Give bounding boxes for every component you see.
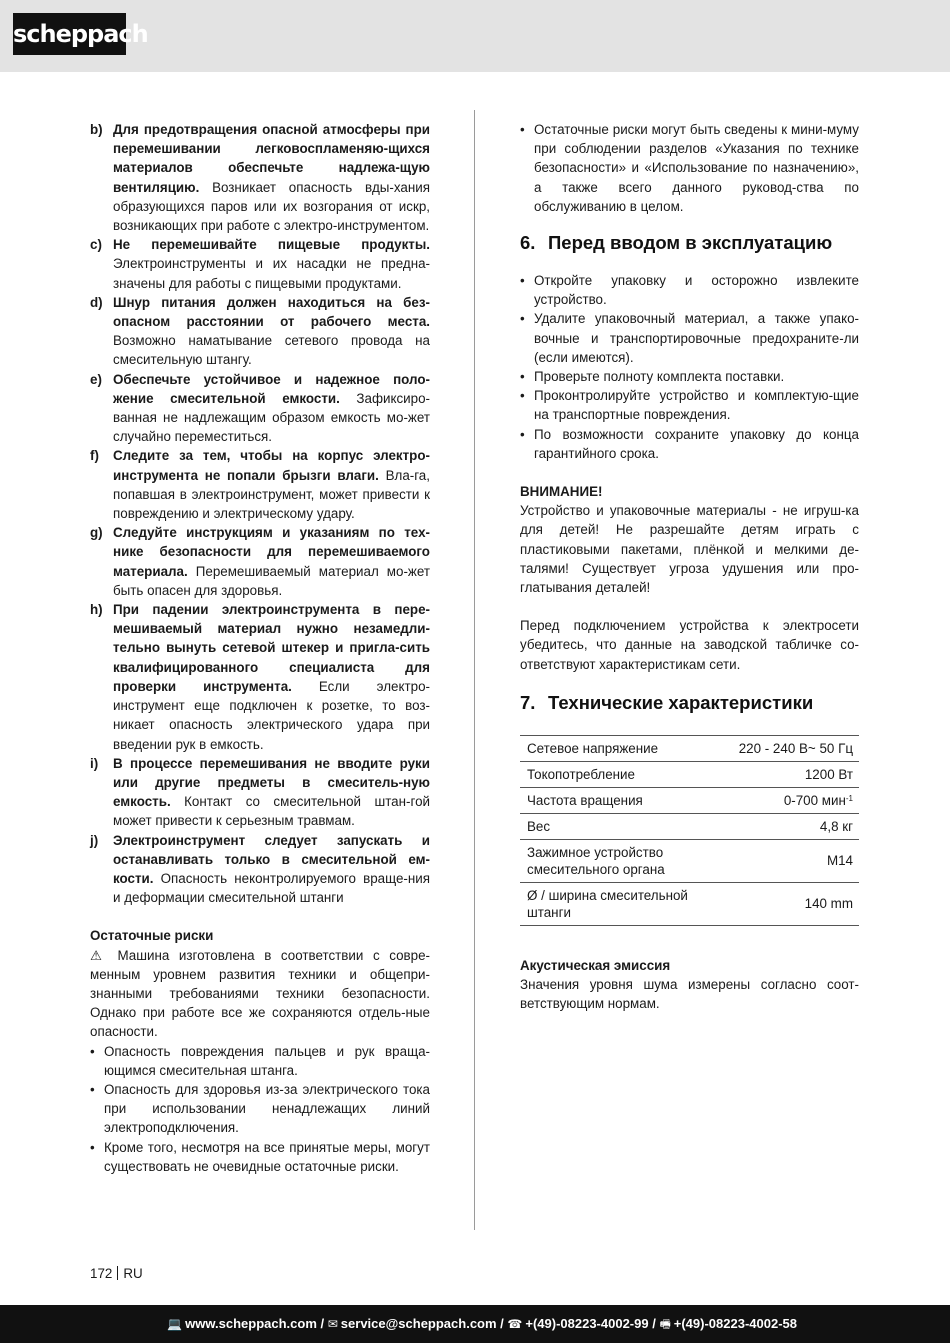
item-bold: Для предотвращения опасной атмосферы при перемешивании легковоспламеняю-щихся материалов обеспечьте надлежа-щую вентиляцию.	[113, 122, 430, 195]
page-number-value: 172	[90, 1266, 113, 1281]
item-text: Зафиксиро-ванная не надлежащим образом емкость мо-жет случайно переместиться.	[113, 390, 430, 445]
table-row	[520, 735, 859, 761]
footer-separator: /	[316, 1316, 328, 1331]
bullet-icon: •	[90, 1139, 95, 1155]
footer-email[interactable]: service@scheppach.com	[340, 1316, 497, 1331]
list-item	[90, 1080, 430, 1138]
right-column	[520, 120, 859, 1013]
item-text: Возможно наматывание сетевого провода на смесительную штангу.	[113, 333, 430, 368]
spec-value	[720, 787, 859, 813]
item-bold: При падении электроинструмента в пере-мешиваемый материал нужно незамедли-тельно вынуть сетевой штекер и пригла-сить квалифицированного специалиста для проверки инструмента.	[113, 602, 430, 694]
item-bold: Шнур питания должен находиться на без-опасном расстоянии от рабочего места.	[113, 294, 430, 330]
spec-value-text: 0-700 мин	[783, 792, 846, 808]
column-divider	[474, 110, 475, 1230]
header-bar	[0, 0, 950, 72]
page-number	[90, 1266, 143, 1281]
bullet-icon: •	[520, 426, 525, 442]
item-marker: e)	[90, 371, 102, 387]
list-item	[520, 425, 859, 463]
connect-text: Перед подключением устройства к электросети убедитесь, что данные на заводской табличке со-ответствуют характеристикам сети.	[520, 618, 859, 672]
spec-label: Токопотребление	[520, 761, 720, 787]
footer-fax: +(49)-08223-4002-58	[673, 1316, 797, 1331]
bullet-icon: •	[520, 369, 525, 385]
email-icon: ✉	[327, 1317, 338, 1331]
spec-label: Сетевое напряжение	[520, 735, 720, 761]
spec-label: Ø / ширина смесительной штанги	[520, 882, 720, 925]
list-item	[90, 293, 430, 370]
spec-value: 1200 Вт	[720, 761, 859, 787]
bullet-text: Проконтролируйте устройство и комплектую-щие на транспортные повреждения.	[534, 388, 859, 423]
fax-icon: 🖷	[659, 1317, 671, 1331]
list-item	[520, 367, 859, 386]
spec-label: Зажимное устройство смесительного органа	[520, 839, 720, 882]
item-bold: Не перемешивайте пищевые продукты.	[113, 237, 430, 253]
bullet-text: Остаточные риски могут быть сведены к мини-муму при соблюдении разделов «Указания по технике безопасности» и «Использование по назначению», а также всего данного руковод-ства по обслуживанию в целом.	[534, 122, 859, 214]
left-column	[90, 120, 430, 1176]
item-text: Перемешиваемый материал мо-жет быть опасен для здоровья.	[113, 563, 430, 598]
table-row	[520, 787, 859, 813]
spec-value: 220 - 240 В~ 50 Гц	[720, 735, 859, 761]
footer-separator: /	[648, 1316, 660, 1331]
warning-icon: ⚠	[90, 947, 108, 963]
item-marker: f)	[90, 448, 99, 464]
list-item	[90, 600, 430, 754]
page-separator	[117, 1266, 118, 1280]
table-row	[520, 839, 859, 882]
page-language: RU	[123, 1266, 143, 1281]
list-item	[90, 120, 430, 235]
footer-website[interactable]: www.scheppach.com	[185, 1316, 317, 1331]
item-text: Если электро-инструмент еще подключен к розетке, то воз-никает опасность электрического удара при введении рук в емкость.	[113, 678, 430, 752]
item-text: Опасность неконтролируемого враще-ния и деформации смесительной штанги	[113, 870, 430, 906]
table-row	[520, 882, 859, 925]
attention-text: Устройство и упаковочные материалы - не игруш-ка для детей! Не разрешайте детям играть с пластиковыми пакетами, плёнкой и мелкими де-талями! Существует угроза удушения или про-глатывания деталей!	[520, 503, 859, 596]
list-item	[520, 271, 859, 309]
bullet-text: Кроме того, несмотря на все принятые меры, могут существовать не очевидные остаточные риски.	[104, 1139, 430, 1174]
item-bold: Электроинструмент следует запускать и останавливать только в смесительной ем-кости.	[113, 832, 430, 886]
item-marker: i)	[90, 755, 99, 771]
item-text: Возникает опасность вды-хания образующихся паров или их возгорания от искр, возникающих при работе с электро-инструментом.	[113, 179, 430, 234]
attention-heading: ВНИМАНИЕ!	[520, 484, 603, 500]
footer-bar	[0, 1305, 950, 1343]
list-item	[520, 309, 859, 367]
bullet-text: Опасность повреждения пальцев и рук враща-ющимся смесительная штанга.	[104, 1043, 430, 1078]
bullet-icon: •	[520, 273, 525, 289]
item-marker: d)	[90, 294, 103, 310]
residual-risks-heading: Остаточные риски	[90, 928, 214, 944]
item-text: Вла-га, попавшая в электроинструмент, может привести к повреждению и электрическому удару.	[113, 467, 430, 522]
bullet-text: По возможности сохраните упаковку до конца гарантийного срока.	[534, 426, 859, 461]
item-marker: c)	[90, 237, 102, 253]
bullet-text: Проверьте полноту комплекта поставки.	[534, 369, 785, 385]
item-bold: Обеспечьте устойчивое и надежное поло-жение смесительной емкости.	[113, 371, 430, 406]
computer-icon: 💻	[167, 1317, 183, 1331]
residual-risks-intro	[90, 946, 430, 1042]
list-item	[90, 235, 430, 293]
section-number: 6.	[520, 232, 536, 254]
item-bold: В процессе перемешивания не вводите руки или другие предметы в смеситель-ную емкость.	[113, 755, 430, 810]
list-item	[90, 1138, 430, 1176]
footer-separator: /	[496, 1316, 508, 1331]
list-item	[90, 831, 430, 908]
bullet-icon: •	[90, 1043, 95, 1059]
section-title: Перед вводом в эксплуатацию	[548, 232, 833, 254]
section-number: 7.	[520, 691, 536, 713]
item-text: Электроинструменты и их насадки не предна-значены для работы с пищевыми продуктами.	[113, 256, 430, 291]
spec-label: Частота вращения	[520, 787, 720, 813]
spec-value: 4,8 кг	[720, 813, 859, 839]
table-row	[520, 813, 859, 839]
item-bold: Следуйте инструкциям и указаниям по тех-нике безопасности для перемешиваемого материала.	[113, 525, 430, 579]
scheppach-logo: scheppach	[13, 13, 126, 55]
bullet-icon: •	[520, 311, 525, 327]
spec-table	[520, 735, 859, 926]
acoustic-heading: Акустическая эмиссия	[520, 957, 671, 973]
section-6-heading	[520, 231, 859, 255]
list-item	[520, 120, 859, 216]
bullet-text: Откройте упаковку и осторожно извлеките устройство.	[534, 273, 859, 308]
item-marker: j)	[90, 832, 99, 848]
list-item	[90, 1042, 430, 1080]
item-text: Контакт со смесительной штан-гой может привести к серьезным травмам.	[113, 794, 430, 829]
phone-icon: ☎	[507, 1317, 523, 1331]
bullet-icon: •	[90, 1081, 95, 1097]
spec-value-sup: -1	[845, 793, 853, 803]
bullet-text: Удалите упаковочный материал, а также упако-вочные и транспортировочные предохраните-ли (если имеются).	[534, 311, 859, 365]
spec-value: 140 mm	[720, 882, 859, 925]
section-title: Технические характеристики	[548, 691, 814, 713]
bullet-icon: •	[520, 122, 525, 137]
item-marker: g)	[90, 525, 103, 541]
acoustic-text: Значения уровня шума измерены согласно соот-ветствующим нормам.	[520, 977, 859, 1012]
spec-value: M14	[720, 839, 859, 882]
footer-phone: +(49)-08223-4002-99	[525, 1316, 649, 1331]
section-7-heading	[520, 691, 859, 715]
residual-intro-text: Машина изготовлена в соответствии с совре-менным уровнем развития техники и общепри-знанными требованиями техники безопасности. Однако при работе все же сохраняются отдель-ные опасности.	[90, 947, 430, 1040]
item-marker: b)	[90, 122, 103, 137]
spec-label: Вес	[520, 813, 720, 839]
bullet-text: Опасность для здоровья из-за электрического тока при использовании ненадлежащих линий электроподключения.	[104, 1081, 430, 1136]
item-bold: Следите за тем, чтобы на корпус электро-инструмента не попали брызги влаги.	[113, 448, 430, 483]
list-item	[90, 523, 430, 600]
list-item	[90, 754, 430, 831]
bullet-icon: •	[520, 388, 525, 404]
list-item	[90, 370, 430, 447]
item-marker: h)	[90, 602, 103, 618]
list-item	[520, 386, 859, 424]
table-row	[520, 761, 859, 787]
list-item	[90, 446, 430, 523]
